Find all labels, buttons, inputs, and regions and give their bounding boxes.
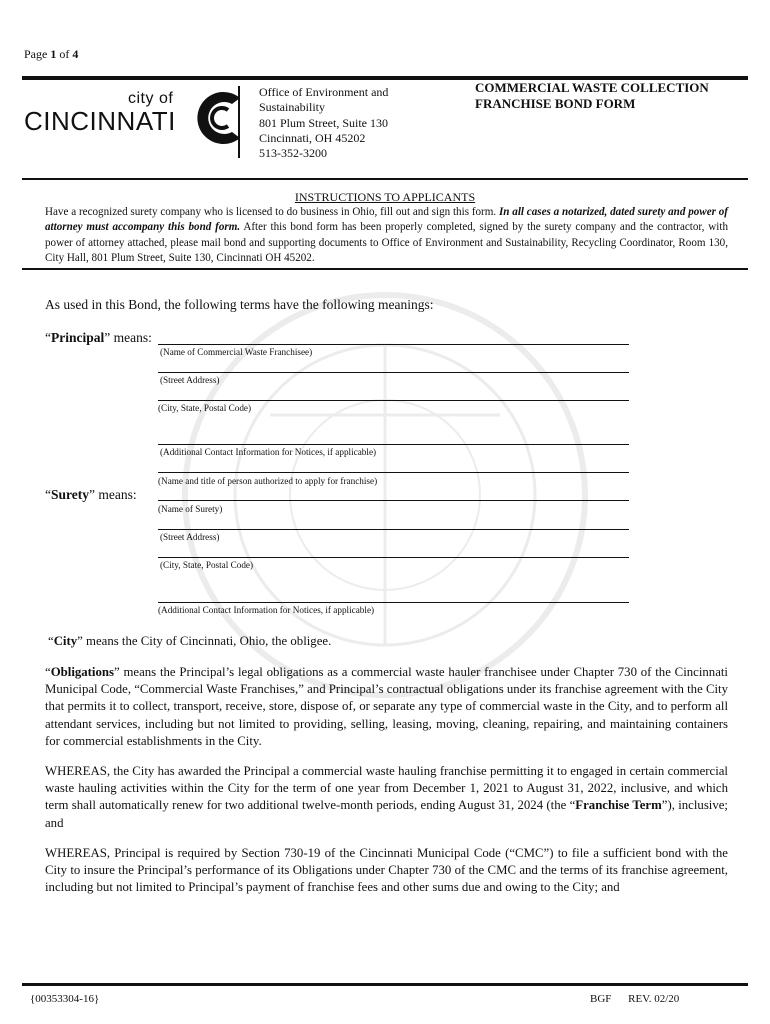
instructions-body: Have a recognized surety company who is licensed to do business in Ohio, fill out and sign this form. In all cases a notarized, dated surety and power of attorney must accompany this bond form. After this bond form has been properly completed, signed by the surety company and the contractor, with power of attorney attached, please mail bond and supporting documents to Office of Environment and Sustainability, Recycling Coordinator, Room 130, City Hall, 801 Plum Street, Suite 130, Cincinnati OH 45202. <box>45 206 729 264</box>
instructions-bottom-rule <box>22 268 748 270</box>
surety-label: “Surety” means: <box>45 487 137 502</box>
city-logo: city of CINCINNATI <box>24 88 236 146</box>
office-address: Office of Environment and Sustainability 801 Plum Street, Suite 130 Cincinnati, OH 45202 513-352-3200 <box>259 85 389 161</box>
surety-name-line[interactable] <box>158 500 629 501</box>
surety-city-caption: (City, State, Postal Code) <box>160 560 254 570</box>
form-title: COMMERCIAL WASTE COLLECTION FRANCHISE BOND FORM <box>475 80 709 111</box>
principal-label: “Principal” means: <box>45 330 152 345</box>
page-number: Page 1 of 4 <box>24 47 79 61</box>
footer-document-id: {00353304-16} <box>30 993 100 1005</box>
whereas-franchise-term: WHEREAS, the City has awarded the Principal a commercial waste hauling franchise permitting it to engaged in certain commercial waste hauling activities within the City for the term of one year from December 1, 2021 to August 31, 2022, inclusive, and which term shall automatically renew for two additional twelve-month periods, ending August 31, 2024 (the “Franchise Term”), inclusive; and <box>45 764 728 830</box>
principal-city-caption: (City, State, Postal Code) <box>158 403 252 413</box>
principal-street-caption: (Street Address) <box>160 375 220 385</box>
footer-revision: BGF REV. 02/20 <box>590 993 680 1005</box>
principal-authorized-line[interactable] <box>158 472 629 473</box>
surety-street-line[interactable] <box>158 529 629 530</box>
surety-name-caption: (Name of Surety) <box>158 504 223 514</box>
logo-divider <box>238 86 240 158</box>
whereas-bond-requirement: WHEREAS, Principal is required by Section 730-19 of the Cincinnati Municipal Code (“CMC”) to file a sufficient bond with the City to insure the Principal’s performance of its Obligations under Chapter 730 of the CMC and the terms of its franchise agreement, including but not limited to Principal’s payment of franchise fees and other sums due and owing to the City; and <box>45 846 728 895</box>
footer-rule <box>22 983 748 986</box>
surety-contact-line[interactable] <box>158 602 629 603</box>
principal-contact-caption: (Additional Contact Information for Notices, if applicable) <box>160 447 377 457</box>
logo-c-mark-icon <box>188 88 250 148</box>
principal-city-line[interactable] <box>158 400 629 401</box>
principal-name-caption: (Name of Commercial Waste Franchisee) <box>160 347 313 357</box>
header-bottom-rule <box>22 178 748 180</box>
surety-street-caption: (Street Address) <box>160 532 220 542</box>
instructions-heading: INSTRUCTIONS TO APPLICANTS <box>294 190 476 204</box>
surety-city-line[interactable] <box>158 557 629 558</box>
definitions-intro: As used in this Bond, the following terms have the following meanings: <box>45 297 434 312</box>
surety-contact-caption: (Additional Contact Information for Notices, if applicable) <box>158 605 375 615</box>
principal-contact-line[interactable] <box>158 444 629 445</box>
obligations-definition: “Obligations” means the Principal’s legal obligations as a commercial waste hauler franchisee under Chapter 730 of the Cincinnati Municipal Code, “Commercial Waste Franchises,” and Principal’s contractual obligations under its franchise agreement with the City that permits it to collect, transport, receive, store, dispose of, or separate any type of commercial waste in the City, and to perform all attendant services, including but not limited to providing, selling, leasing, moving, cleaning, repairing, and maintaining containers for commercial establishments in the City. <box>45 665 728 748</box>
city-definition: “City” means the City of Cincinnati, Ohio, the obligee. <box>48 634 332 648</box>
principal-authorized-caption: (Name and title of person authorized to apply for franchise) <box>158 476 378 486</box>
principal-street-line[interactable] <box>158 372 629 373</box>
principal-name-line[interactable] <box>158 344 629 345</box>
